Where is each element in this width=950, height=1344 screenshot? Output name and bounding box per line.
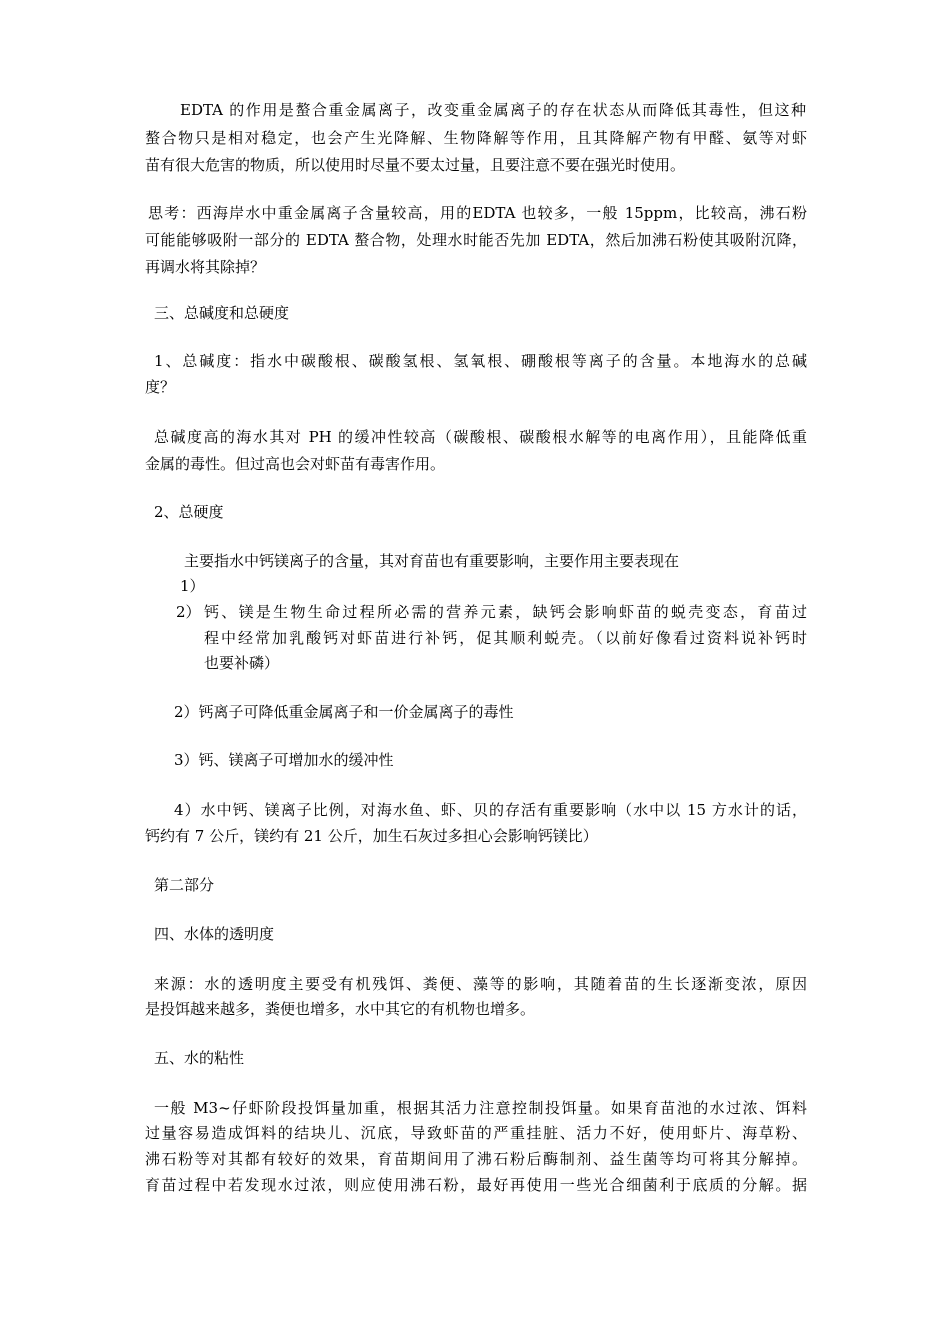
paragraph-thinking-line-2: 可能能够吸附一部分的 EDTA 螯合物，处理水时能否先加 EDTA，然后加沸石粉使其吸附沉降， (145, 231, 807, 249)
paragraph-alkalinity-effect-line-2: 金属的毒性。但过高也会对虾苗有毒害作用。 (145, 455, 446, 473)
paragraph-alkalinity-effect-line-1: 总碱度高的海水其对 PH 的缓冲性较高（碳酸根、碳酸根水解等的电离作用），且能降低重 (154, 428, 807, 446)
paragraph-viscosity-line-3: 沸石粉等对其都有较好的效果，育苗期间用了沸石粉后酶制剂、益生菌等均可将其分解掉。 (145, 1150, 807, 1168)
list-item-ratio-line-1: 4）水中钙、镁离子比例，对海水鱼、虾、贝的存活有重要影响（水中以 15 方水计的话， (174, 801, 807, 819)
paragraph-alkalinity-line-1: 1、总碱度：指水中碳酸根、碳酸氢根、氢氧根、硼酸根等离子的含量。本地海水的总碱 (154, 352, 807, 370)
list-item-2-number: 2） (176, 603, 201, 621)
paragraph-edta-line-2: 螯合物只是相对稳定，也会产生光降解、生物降解等作用，且其降解产物有甲醛、氨等对虾 (145, 129, 807, 147)
paragraph-thinking-line-3: 再调水将其除掉？ (145, 258, 266, 276)
paragraph-edta-line-3: 苗有很大危害的物质，所以使用时尽量不要太过量，且要注意不要在强光时使用。 (145, 156, 686, 174)
paragraph-hardness-intro: 主要指水中钙镁离子的含量，其对育苗也有重要影响，主要作用主要表现在 (184, 552, 680, 570)
list-item-2-line-3: 也要补磷） (204, 654, 280, 672)
list-item-buffering: 3）钙、镁离子可增加水的缓冲性 (174, 751, 394, 769)
part-two-heading: 第二部分 (154, 876, 215, 894)
section-heading-viscosity: 五、水的粘性 (154, 1049, 245, 1067)
section-heading-alkalinity-hardness: 三、总碱度和总硬度 (154, 304, 290, 322)
list-item-calcium-toxicity: 2）钙离子可降低重金属离子和一价金属离子的毒性 (174, 703, 514, 721)
list-item-2-line-2: 程中经常加乳酸钙对虾苗进行补钙，促其顺利蜕壳。（以前好像看过资料说补钙时 (204, 629, 807, 647)
paragraph-viscosity-line-1: 一般 M3~仔虾阶段投饵量加重，根据其活力注意控制投饵量。如果育苗池的水过浓、饵料 (154, 1099, 807, 1117)
list-item-1-number: 1） (180, 577, 205, 595)
list-item-2-line-1: 钙、镁是生物生命过程所必需的营养元素，缺钙会影响虾苗的蜕壳变态，育苗过 (204, 603, 807, 621)
subsection-heading-hardness: 2、总硬度 (154, 503, 224, 521)
paragraph-alkalinity-line-2: 度？ (145, 378, 176, 396)
paragraph-transparency-line-1: 来源：水的透明度主要受有机残饵、粪便、藻等的影响，其随着苗的生长逐渐变浓，原因 (154, 975, 807, 993)
paragraph-viscosity-line-4: 育苗过程中若发现水过浓，则应使用沸石粉，最好再使用一些光合细菌利于底质的分解。据 (145, 1176, 807, 1194)
paragraph-viscosity-line-2: 过量容易造成饵料的结块儿、沉底，导致虾苗的严重挂脏、活力不好，使用虾片、海草粉、 (145, 1124, 807, 1142)
paragraph-thinking-line-1: 思考：西海岸水中重金属离子含量较高，用的EDTA 也较多，一般 15ppm，比较高，沸石粉 (148, 204, 807, 222)
list-item-ratio-line-2: 钙约有 7 公斤，镁约有 21 公斤，加生石灰过多担心会影响钙镁比） (145, 827, 598, 845)
paragraph-edta-line-1: EDTA 的作用是螯合重金属离子，改变重金属离子的存在状态从而降低其毒性，但这种 (180, 101, 806, 119)
section-heading-transparency: 四、水体的透明度 (154, 925, 275, 943)
paragraph-transparency-line-2: 是投饵越来越多，粪便也增多，水中其它的有机物也增多。 (145, 1000, 536, 1018)
